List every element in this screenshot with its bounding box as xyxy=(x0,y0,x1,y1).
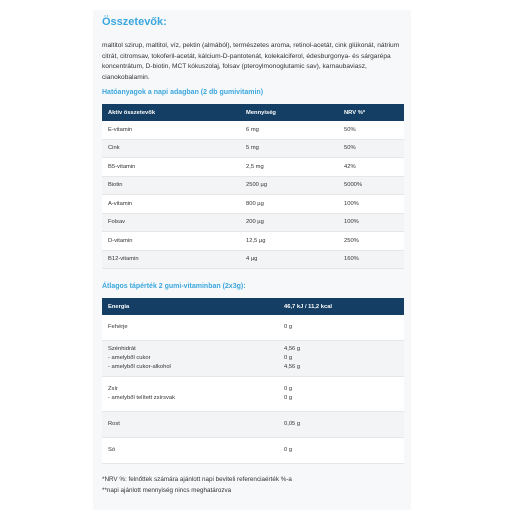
table-row xyxy=(102,121,404,139)
active-name: E-vitamin xyxy=(102,121,240,139)
nutrition-heading: Átlagos tápérték 2 gumi-vitaminban (2x3g): xyxy=(102,283,246,290)
active-amount: 12,5 µg xyxy=(240,232,338,251)
table-row xyxy=(102,341,404,377)
table-row xyxy=(102,438,404,464)
header-energy: Energia xyxy=(102,298,278,315)
table-header-row xyxy=(102,104,404,121)
nutrient-label: Rost xyxy=(102,412,278,438)
active-amount: 2,5 mg xyxy=(240,158,338,177)
table-row xyxy=(102,213,404,232)
table-row xyxy=(102,377,404,412)
table-row xyxy=(102,158,404,177)
nutrient-label: Szénhidrát - amelyből cukor - amelyből cukor-alkohol xyxy=(102,341,278,377)
product-info xyxy=(102,16,404,496)
footnotes xyxy=(102,474,404,496)
active-amount: 4 µg xyxy=(240,250,338,269)
nutrient-value: 0,05 g xyxy=(278,412,404,438)
active-nrv: 160% xyxy=(338,250,404,269)
header-energy-value: 46,7 kJ / 11,2 kcal xyxy=(278,298,404,315)
header-amount: Mennyiség xyxy=(240,104,338,121)
table-row xyxy=(102,250,404,269)
active-nrv: 42% xyxy=(338,158,404,177)
active-name: D-vitamin xyxy=(102,232,240,251)
active-nrv: 5000% xyxy=(338,176,404,195)
active-ingredients-heading: Hatóanyagok a napi adagban (2 db gumivitamin) xyxy=(102,89,264,96)
ingredients-heading: Összetevők: xyxy=(102,16,167,28)
nutrient-label: Zsír - amelyből telített zsírsvak xyxy=(102,377,278,412)
active-nrv: 50% xyxy=(338,139,404,158)
table-row xyxy=(102,315,404,341)
table-row xyxy=(102,232,404,251)
footnote-nrv: *NRV %: felnőttek számára ajánlott napi beviteli referenciaérték %-a xyxy=(102,476,292,483)
active-amount: 2500 µg xyxy=(240,176,338,195)
header-nrv: NRV %* xyxy=(338,104,404,121)
active-name: B12-vitamin xyxy=(102,250,240,269)
table-row xyxy=(102,195,404,214)
table-row xyxy=(102,176,404,195)
active-nrv: 100% xyxy=(338,213,404,232)
active-name: Folsav xyxy=(102,213,240,232)
table-row xyxy=(102,139,404,158)
nutrient-label: Fehérje xyxy=(102,315,278,341)
header-active: Aktív összetevők xyxy=(102,104,240,121)
active-amount: 5 mg xyxy=(240,139,338,158)
footnote-undefined: **napi ajánlott mennyiség nincs meghatározva xyxy=(102,487,232,494)
nutrition-table xyxy=(102,298,404,464)
active-nrv: 250% xyxy=(338,232,404,251)
nutrient-value: 4,56 g 0 g 4,56 g xyxy=(278,341,404,377)
active-name: Biotin xyxy=(102,176,240,195)
nutrient-value: 0 g 0 g xyxy=(278,377,404,412)
active-nrv: 100% xyxy=(338,195,404,214)
table-header-row xyxy=(102,298,404,315)
table-row xyxy=(102,412,404,438)
nutrient-label: Só xyxy=(102,438,278,464)
active-nrv: 50% xyxy=(338,121,404,139)
active-amount: 6 mg xyxy=(240,121,338,139)
active-name: A-vitamin xyxy=(102,195,240,214)
active-amount: 800 µg xyxy=(240,195,338,214)
nutrient-value: 0 g xyxy=(278,315,404,341)
active-name: B5-vitamin xyxy=(102,158,240,177)
nutrient-value: 0 g xyxy=(278,438,404,464)
active-ingredients-table xyxy=(102,104,404,269)
ingredients-text: maltitol szirup, maltitol, víz, pektin (almából), természetes aroma, retinol-acetát, cink glükonát, nátrium citrát, citromsav, tokoferil-acetát, kálcium-D-pantotenát, kolekalciferol, édesburgonya- és sárgarépa koncentrátum, D-biotin, MCT kókuszolaj, folsav (pteroylmonoglutamic sav), karnaubaviasz, cianokobalamin. xyxy=(102,42,400,81)
active-name: Cink xyxy=(102,139,240,158)
active-amount: 200 µg xyxy=(240,213,338,232)
